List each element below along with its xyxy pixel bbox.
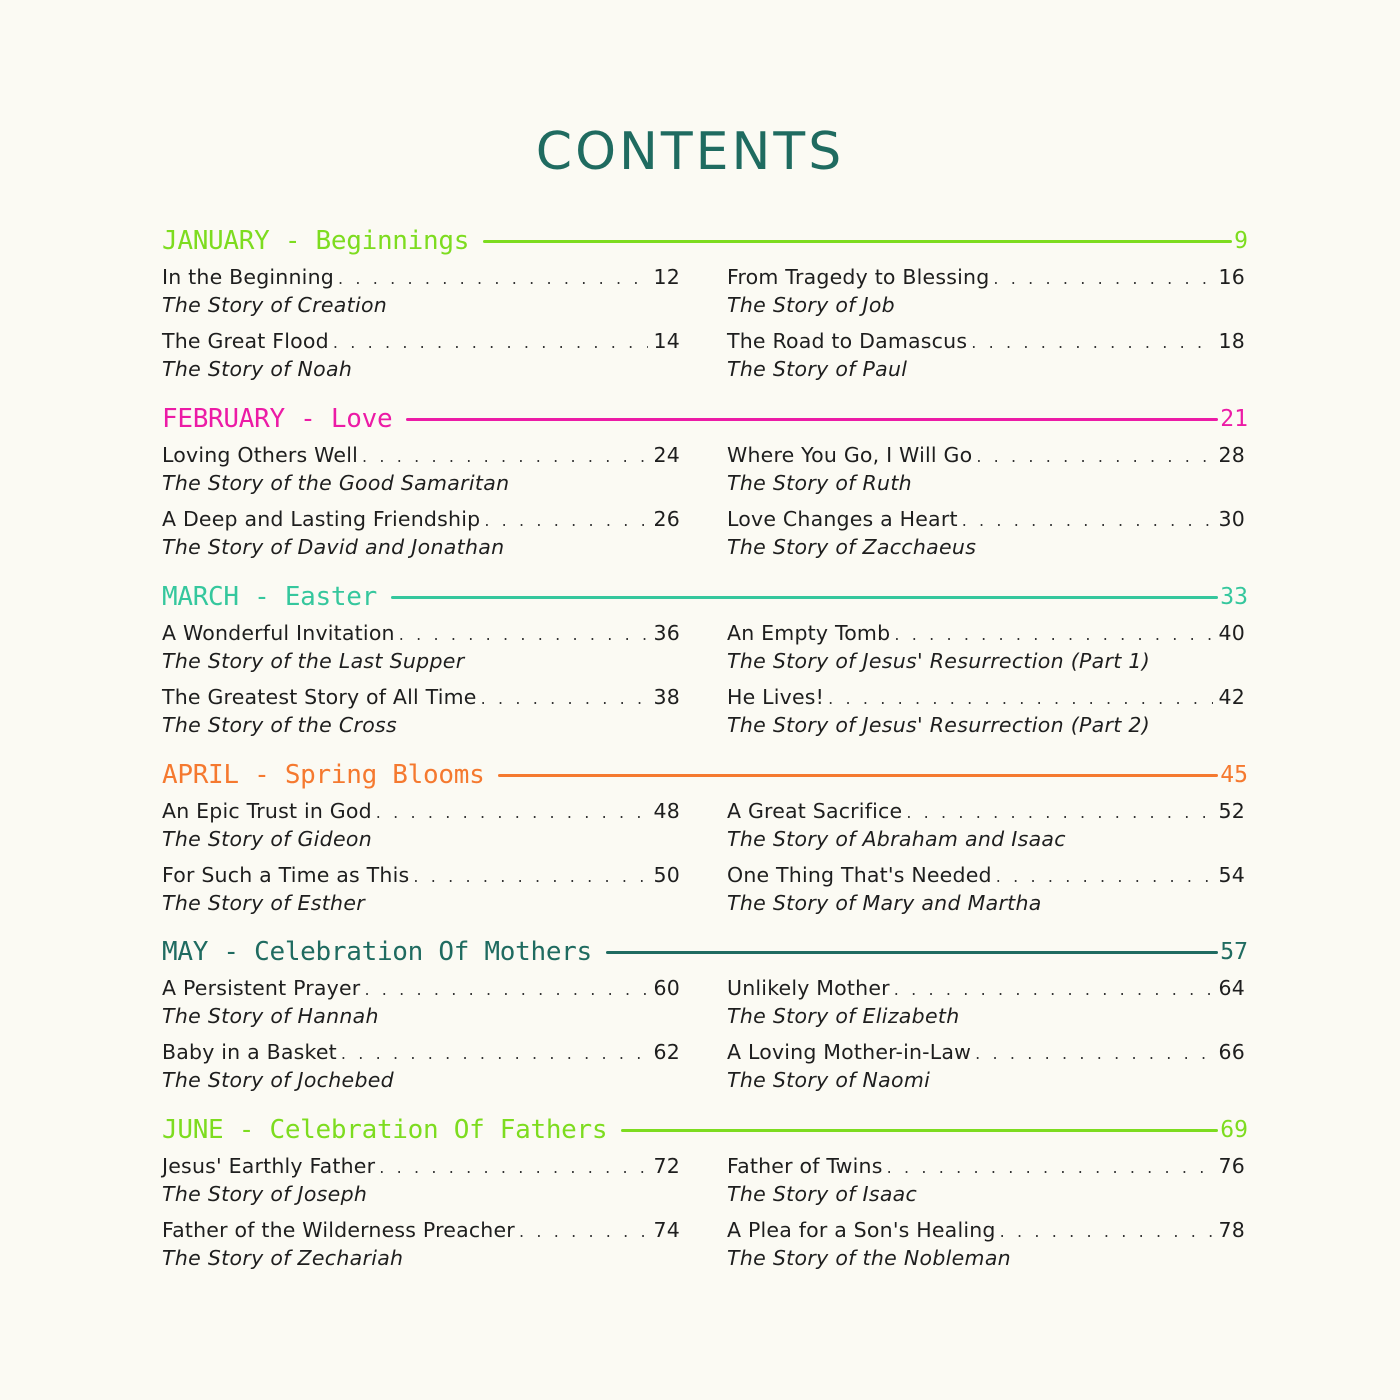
toc-entry-line xyxy=(727,621,1245,648)
month-header-row xyxy=(162,932,1248,972)
toc-entry xyxy=(727,799,1245,853)
toc-entry xyxy=(727,1154,1245,1208)
toc-entry xyxy=(162,685,680,739)
dot-leader xyxy=(975,1044,1212,1063)
entry-subtitle: The Story of the Cross xyxy=(162,713,397,737)
entry-page-number: 42 xyxy=(1218,685,1245,709)
entry-subtitle: The Story of the Nobleman xyxy=(727,1246,1011,1270)
toc-entry-line xyxy=(727,1218,1245,1245)
entry-subtitle: The Story of Naomi xyxy=(727,1068,931,1092)
entry-title: A Deep and Lasting Friendship xyxy=(162,507,481,531)
toc-entry-line xyxy=(162,1154,680,1181)
toc-entry xyxy=(162,443,680,497)
entry-page-number: 16 xyxy=(1218,265,1245,289)
entry-page-number: 62 xyxy=(653,1040,680,1064)
entry-title: Father of the Wilderness Preacher xyxy=(162,1218,515,1242)
toc-entry-line xyxy=(162,799,680,826)
entry-title: A Wonderful Invitation xyxy=(162,621,395,645)
toc-entry xyxy=(727,1040,1245,1094)
entry-page-number: 38 xyxy=(653,685,680,709)
entry-title: Baby in a Basket xyxy=(162,1040,337,1064)
entry-subtitle: The Story of Ruth xyxy=(727,471,912,495)
entry-page-number: 48 xyxy=(653,799,680,823)
toc-entry-line xyxy=(162,1040,680,1067)
entry-subtitle: The Story of Noah xyxy=(162,357,353,381)
entry-subtitle: The Story of Creation xyxy=(162,293,388,317)
entry-title: An Epic Trust in God xyxy=(162,799,372,823)
entry-subtitle: The Story of Esther xyxy=(162,891,365,915)
toc-entry xyxy=(162,1154,680,1208)
entry-subtitle: The Story of Jesus' Resurrection (Part 2) xyxy=(727,713,1151,737)
entry-subtitle: The Story of the Last Supper xyxy=(162,649,465,673)
entry-page-number: 66 xyxy=(1218,1040,1245,1064)
entry-subtitle: The Story of Zechariah xyxy=(162,1246,404,1270)
toc-entry xyxy=(162,621,680,675)
toc-entry-line xyxy=(162,685,680,712)
entry-title: In the Beginning xyxy=(162,265,334,289)
entry-page-number: 50 xyxy=(653,863,680,887)
entry-title: Jesus' Earthly Father xyxy=(162,1154,376,1178)
entry-page-number: 54 xyxy=(1218,863,1245,887)
dot-leader xyxy=(906,803,1212,822)
dot-leader xyxy=(484,511,647,530)
toc-entry-line xyxy=(727,1154,1245,1181)
entry-subtitle: The Story of Abraham and Isaac xyxy=(727,827,1066,851)
toc-entry-line xyxy=(162,976,680,1003)
month-page-number: 69 xyxy=(1220,1117,1248,1143)
dot-leader xyxy=(362,447,647,466)
month-divider-line xyxy=(391,596,1218,599)
entry-page-number: 24 xyxy=(653,443,680,467)
month-header-row xyxy=(162,755,1248,795)
entry-subtitle: The Story of Joseph xyxy=(162,1182,368,1206)
dot-leader xyxy=(894,625,1212,644)
dot-leader xyxy=(996,867,1213,886)
toc-entry xyxy=(727,443,1245,497)
entry-title: The Road to Damascus xyxy=(727,329,968,353)
dot-leader xyxy=(376,803,648,822)
entry-title: One Thing That's Needed xyxy=(727,863,992,887)
entry-page-number: 78 xyxy=(1218,1218,1245,1242)
month-page-number: 57 xyxy=(1220,939,1248,965)
entry-subtitle: The Story of Job xyxy=(727,293,895,317)
month-section-header xyxy=(162,221,1248,261)
entry-page-number: 74 xyxy=(653,1218,680,1242)
toc-entry-line xyxy=(162,329,680,356)
month-section-header xyxy=(162,755,1248,795)
month-header-row xyxy=(162,1110,1248,1150)
dot-leader xyxy=(1000,1222,1213,1241)
dot-leader xyxy=(519,1222,648,1241)
entry-subtitle: The Story of Hannah xyxy=(162,1004,379,1028)
entry-title: Unlikely Mother xyxy=(727,976,890,1000)
entry-title: Where You Go, I Will Go xyxy=(727,443,973,467)
month-header-row xyxy=(162,221,1248,261)
toc-entry xyxy=(727,863,1245,917)
toc-entry-line xyxy=(162,507,680,534)
page-title: CONTENTS xyxy=(535,122,845,182)
toc-entry xyxy=(162,1218,680,1272)
toc-entry-line xyxy=(727,685,1245,712)
entry-subtitle: The Story of Mary and Martha xyxy=(727,891,1042,915)
month-page-number: 21 xyxy=(1220,406,1248,432)
toc-entry-line xyxy=(727,799,1245,826)
toc-entry xyxy=(162,863,680,917)
entry-title: He Lives! xyxy=(727,685,825,709)
toc-entry xyxy=(727,507,1245,561)
entry-title: A Loving Mother-in-Law xyxy=(727,1040,972,1064)
month-page-number: 9 xyxy=(1234,228,1248,254)
entry-subtitle: The Story of Zacchaeus xyxy=(727,535,977,559)
entry-page-number: 76 xyxy=(1218,1154,1245,1178)
month-header-row xyxy=(162,399,1248,439)
entry-subtitle: The Story of Jesus' Resurrection (Part 1) xyxy=(727,649,1151,673)
toc-entry-line xyxy=(727,976,1245,1003)
toc-entry xyxy=(727,329,1245,383)
toc-entry xyxy=(727,265,1245,319)
dot-leader xyxy=(971,333,1212,352)
dot-leader xyxy=(399,625,648,644)
entry-subtitle: The Story of David and Jonathan xyxy=(162,535,505,559)
entry-subtitle: The Story of Jochebed xyxy=(162,1068,394,1092)
dot-leader xyxy=(341,1044,648,1063)
toc-entry xyxy=(162,265,680,319)
entry-page-number: 60 xyxy=(653,976,680,1000)
entry-subtitle: The Story of the Good Samaritan xyxy=(162,471,510,495)
entry-subtitle: The Story of Paul xyxy=(727,357,908,381)
entry-page-number: 52 xyxy=(1218,799,1245,823)
toc-entry-line xyxy=(162,265,680,292)
dot-leader xyxy=(887,1158,1213,1177)
month-header-row xyxy=(162,577,1248,617)
month-divider-line xyxy=(621,1129,1218,1132)
month-label: JANUARY - Beginnings xyxy=(162,226,470,256)
dot-leader xyxy=(338,269,648,288)
toc-entry-line xyxy=(162,863,680,890)
entry-page-number: 72 xyxy=(653,1154,680,1178)
toc-entry-line xyxy=(162,1218,680,1245)
toc-entry xyxy=(727,976,1245,1030)
dot-leader xyxy=(976,447,1212,466)
entry-title: A Plea for a Son's Healing xyxy=(727,1218,996,1242)
entry-title: Father of Twins xyxy=(727,1154,883,1178)
month-section-header xyxy=(162,399,1248,439)
entry-title: From Tragedy to Blessing xyxy=(727,265,990,289)
dot-leader xyxy=(894,980,1213,999)
dot-leader xyxy=(962,511,1213,530)
entry-title: An Empty Tomb xyxy=(727,621,891,645)
entry-page-number: 36 xyxy=(653,621,680,645)
month-divider-line xyxy=(483,240,1232,243)
entry-title: A Persistent Prayer xyxy=(162,976,361,1000)
dot-leader xyxy=(379,1158,647,1177)
toc-entry xyxy=(727,621,1245,675)
dot-leader xyxy=(364,980,647,999)
dot-leader xyxy=(828,689,1212,708)
month-page-number: 45 xyxy=(1220,762,1248,788)
entry-subtitle: The Story of Elizabeth xyxy=(727,1004,960,1028)
entry-title: The Greatest Story of All Time xyxy=(162,685,477,709)
entry-page-number: 14 xyxy=(653,329,680,353)
toc-entry-line xyxy=(727,1040,1245,1067)
toc-entry xyxy=(162,329,680,383)
month-label: FEBRUARY - Love xyxy=(162,404,393,434)
toc-entry-line xyxy=(162,621,680,648)
month-label: MAY - Celebration Of Mothers xyxy=(162,937,592,967)
entry-subtitle: The Story of Isaac xyxy=(727,1182,918,1206)
dot-leader xyxy=(481,689,648,708)
dot-leader xyxy=(413,867,647,886)
month-label: JUNE - Celebration Of Fathers xyxy=(162,1115,608,1145)
month-section-header xyxy=(162,577,1248,617)
entry-title: The Great Flood xyxy=(162,329,329,353)
toc-entry-line xyxy=(727,863,1245,890)
dot-leader xyxy=(333,333,648,352)
entry-page-number: 12 xyxy=(653,265,680,289)
entry-page-number: 30 xyxy=(1218,507,1245,531)
month-label: APRIL - Spring Blooms xyxy=(162,760,485,790)
entry-page-number: 26 xyxy=(653,507,680,531)
entry-subtitle: The Story of Gideon xyxy=(162,827,373,851)
toc-entry-line xyxy=(727,329,1245,356)
entry-title: Loving Others Well xyxy=(162,443,359,467)
month-divider-line xyxy=(406,418,1218,421)
month-divider-line xyxy=(498,774,1218,777)
toc-entry xyxy=(162,799,680,853)
toc-entry-line xyxy=(727,507,1245,534)
toc-entry xyxy=(162,507,680,561)
entry-page-number: 64 xyxy=(1218,976,1245,1000)
toc-entry-line xyxy=(727,265,1245,292)
entry-page-number: 40 xyxy=(1218,621,1245,645)
toc-entry xyxy=(727,1218,1245,1272)
entry-title: For Such a Time as This xyxy=(162,863,410,887)
dot-leader xyxy=(993,269,1212,288)
month-page-number: 33 xyxy=(1220,584,1248,610)
month-divider-line xyxy=(606,951,1218,954)
entry-title: Love Changes a Heart xyxy=(727,507,958,531)
toc-entry xyxy=(727,685,1245,739)
month-section-header xyxy=(162,932,1248,972)
toc-entry-line xyxy=(162,443,680,470)
month-section-header xyxy=(162,1110,1248,1150)
toc-entry xyxy=(162,976,680,1030)
toc-entry xyxy=(162,1040,680,1094)
entry-title: A Great Sacrifice xyxy=(727,799,903,823)
toc-entry-line xyxy=(727,443,1245,470)
month-label: MARCH - Easter xyxy=(162,582,377,612)
entry-page-number: 28 xyxy=(1218,443,1245,467)
entry-page-number: 18 xyxy=(1218,329,1245,353)
